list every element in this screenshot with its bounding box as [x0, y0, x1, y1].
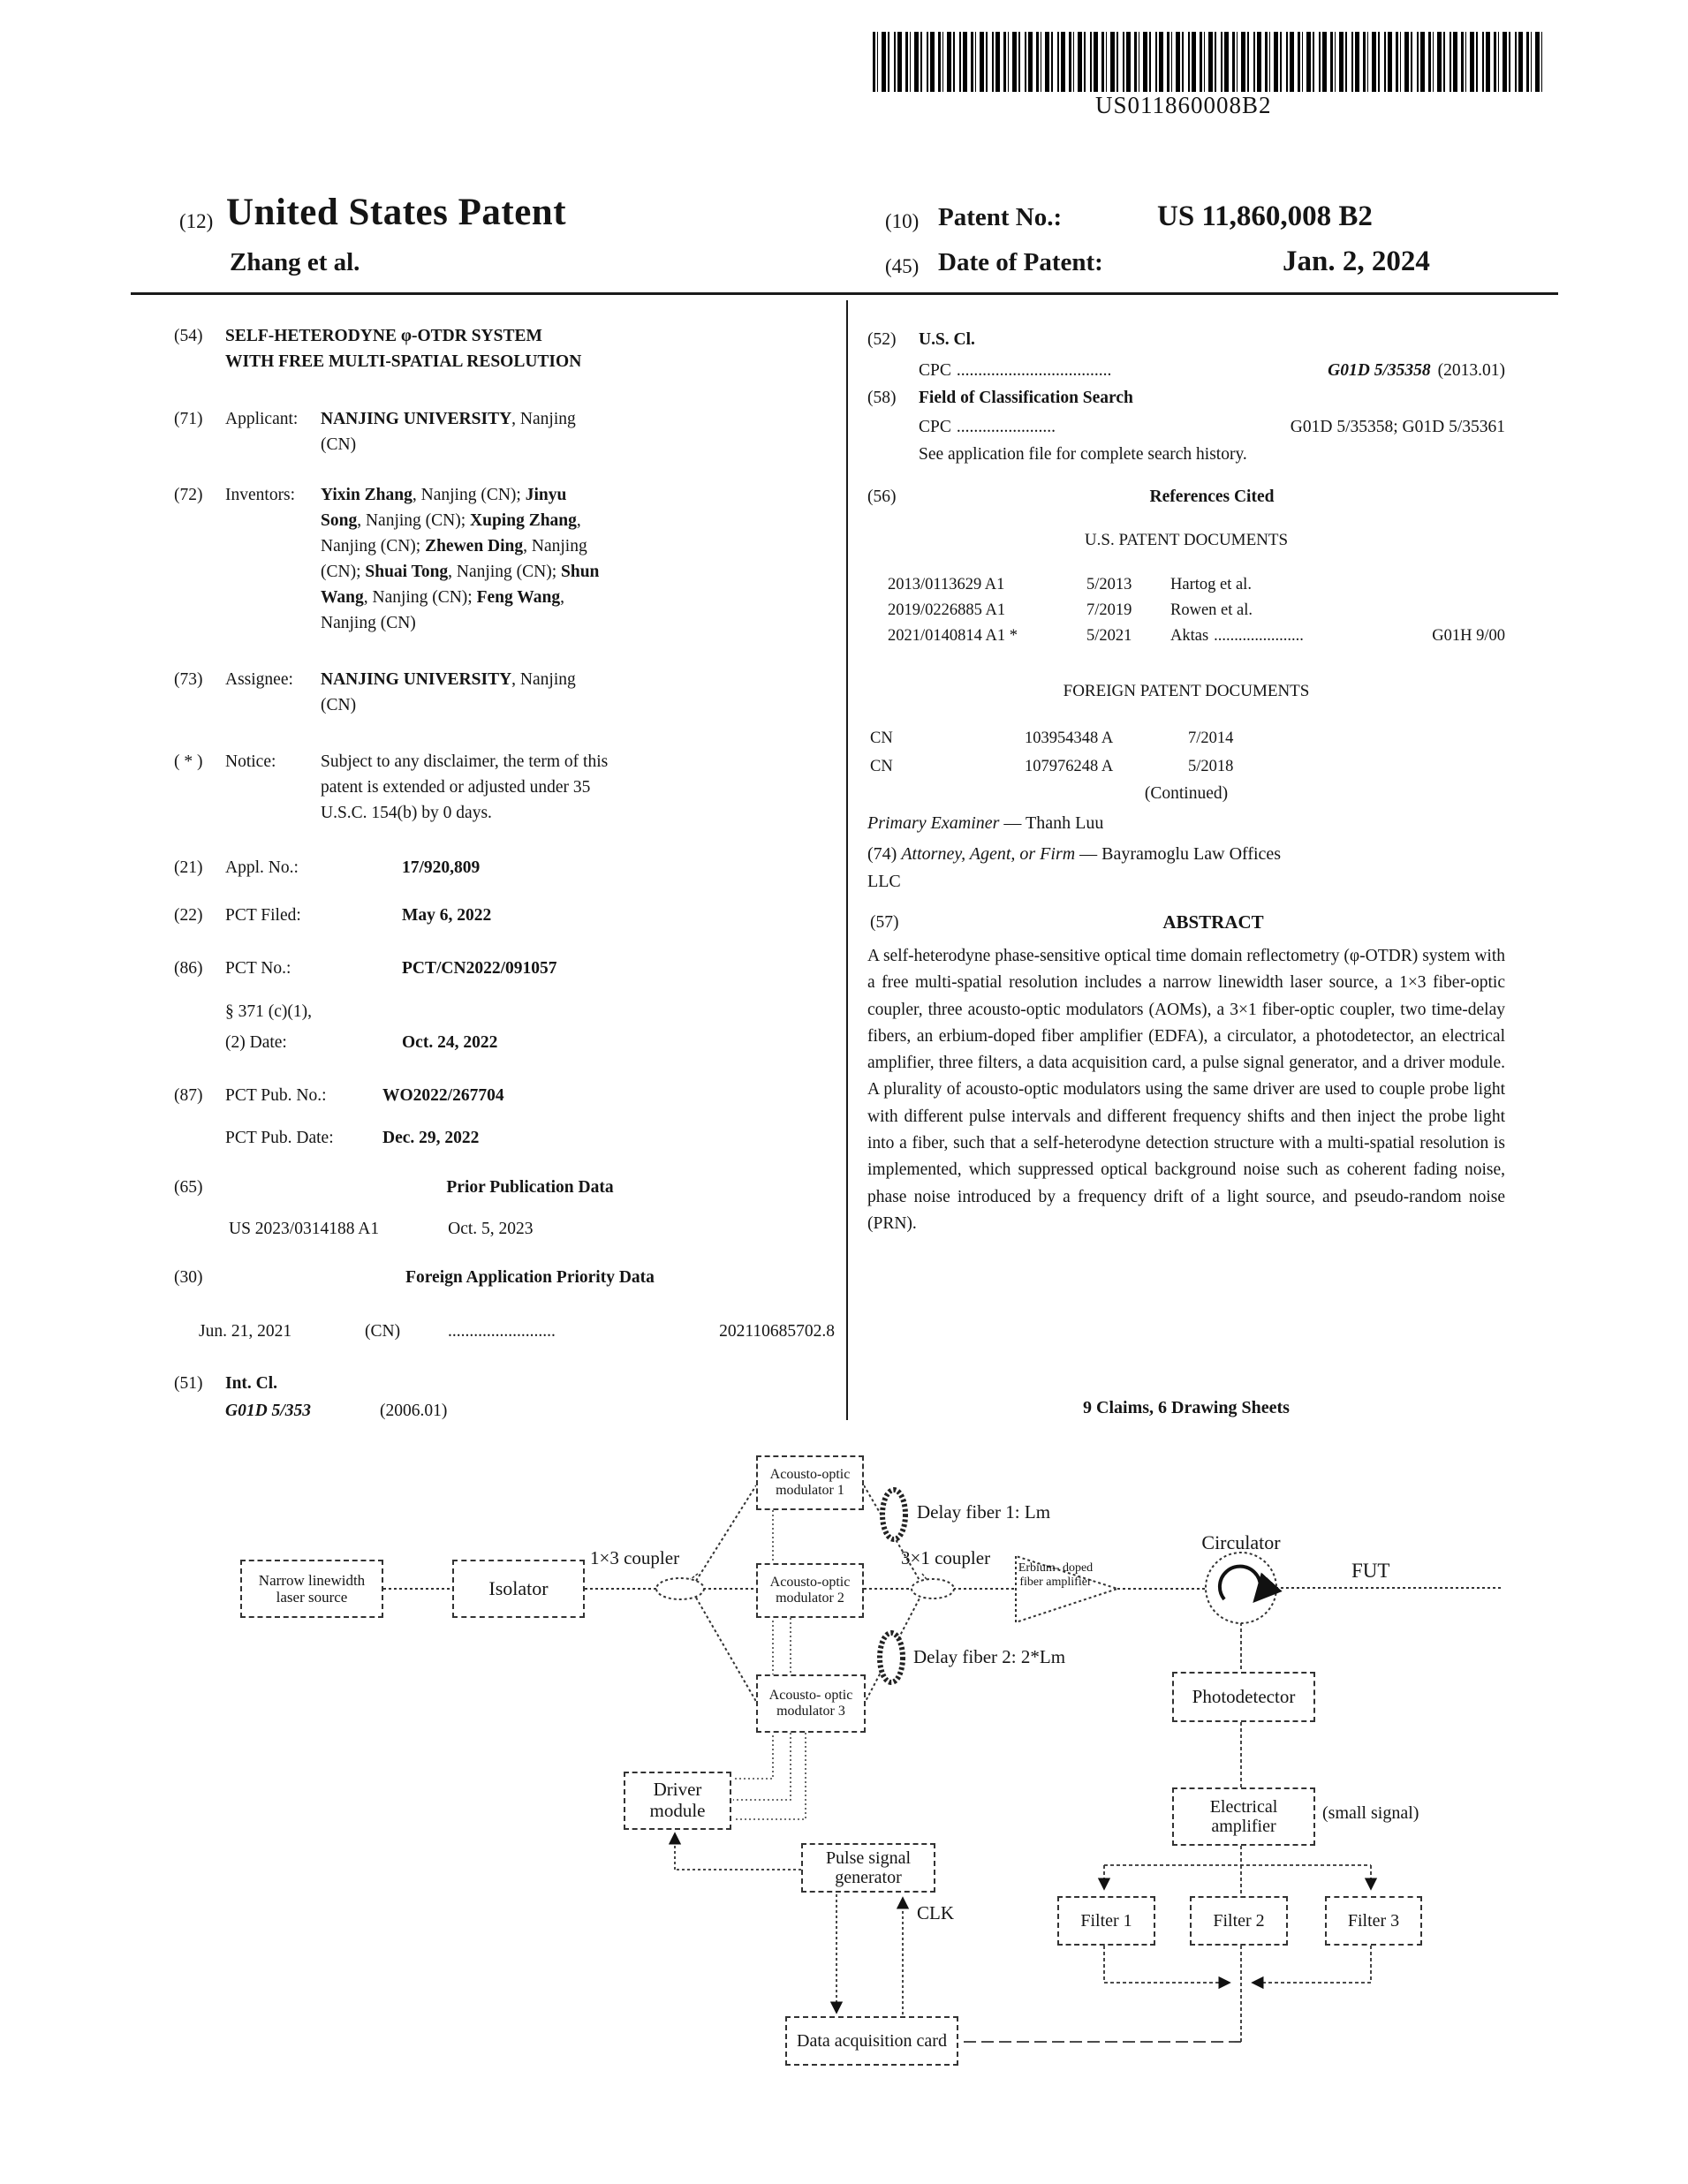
- field-52-us-cl: (52) U.S. Cl. CPC .................................... G01D 5/35358 (2013.01): [867, 327, 1505, 383]
- inventors-line: Wang, Nanjing (CN); Feng Wang,: [321, 588, 564, 607]
- prior-pub-header: Prior Publication Data: [446, 1178, 614, 1197]
- field-51-int-cl: (51) Int. Cl. G01D 5/353 (2006.01): [174, 1371, 835, 1424]
- inventors-line: Nanjing (CN): [321, 614, 416, 632]
- int-cl-version: (2006.01): [380, 1402, 448, 1420]
- barcode-text: US011860008B2: [1095, 92, 1272, 118]
- notice-label: Notice:: [225, 752, 276, 771]
- us-doc-row: 2013/0113629 A1 5/2013 Hartog et al.: [888, 576, 1252, 593]
- date-num: (45): [885, 255, 920, 277]
- appl-no-value: 17/920,809: [402, 858, 481, 877]
- field-58-classification-search: (58) Field of Classification Search CPC ....................... G01D 5/35358; G01D 5/35361 See application file for complete search history.: [867, 385, 1505, 467]
- abstract-header-row: [870, 910, 1505, 935]
- int-cl-header: Int. Cl.: [225, 1374, 278, 1393]
- inventors-line: Song, Nanjing (CN); Xuping Zhang,: [321, 511, 581, 530]
- field-notice: ( * ) Notice: Subject to any disclaimer, the term of this patent is extended or adjusted under 35 U.S.C. 154(b) by 0 days.: [174, 749, 835, 826]
- delay-fiber-1-coil-icon: [882, 1490, 905, 1539]
- assignee-line1: NANJING UNIVERSITY, Nanjing: [321, 670, 576, 689]
- int-cl-class: G01D 5/353: [225, 1402, 311, 1420]
- appl-no-label: Appl. No.:: [225, 858, 299, 877]
- patent-no-value: US 11,860,008 B2: [1157, 200, 1373, 232]
- clk-label: CLK: [917, 1902, 954, 1923]
- field-54-title: [174, 323, 835, 374]
- kind-code-num: (12): [179, 210, 214, 232]
- data-acquisition-card-box: Data acquisition card: [785, 2016, 958, 2066]
- diagram-lines: [0, 1440, 1688, 2184]
- aom2-box: Acousto-optic modulator 2: [756, 1563, 864, 1618]
- pct-pub-no-label: PCT Pub. No.:: [225, 1086, 327, 1105]
- pct-pub-no-value: WO2022/267704: [382, 1086, 504, 1105]
- pulse-signal-generator-box: Pulse signal generator: [801, 1843, 935, 1893]
- field-73-assignee: (73) Assignee: NANJING UNIVERSITY, Nanjing (CN): [174, 667, 835, 718]
- pct-pub-date-value: Dec. 29, 2022: [382, 1129, 480, 1147]
- fut-label: FUT: [1351, 1560, 1390, 1582]
- prior-pub-number: US 2023/0314188 A1: [229, 1220, 380, 1238]
- delay-fiber-1-label: Delay fiber 1: Lm: [917, 1501, 1051, 1523]
- notice-line1: Subject to any disclaimer, the term of this: [321, 752, 609, 771]
- patent-no-num: (10): [885, 210, 920, 232]
- foreign-doc-row: CN 103954348 A 7/2014: [870, 729, 1234, 747]
- cpc-label: CPC: [919, 361, 951, 380]
- filter3-box: Filter 3: [1325, 1896, 1422, 1946]
- date-371-label: (2) Date:: [225, 1033, 287, 1052]
- inventors-label: Inventors:: [225, 486, 296, 504]
- circulator-icon: [1206, 1553, 1276, 1623]
- date-371-value: Oct. 24, 2022: [402, 1033, 498, 1052]
- assignee-line2: (CN): [321, 696, 357, 714]
- claims-line: 9 Claims, 6 Drawing Sheets: [1083, 1398, 1290, 1417]
- search-note: See application file for complete search history.: [919, 445, 1247, 464]
- delay-fiber-2-label: Delay fiber 2: 2*Lm: [913, 1646, 1066, 1667]
- search-cpc-leader: .......................: [956, 418, 1056, 436]
- field-30-foreign-priority: (30) Foreign Application Priority Data Jun. 21, 2021 (CN) ......................... 202110685702.8: [174, 1265, 835, 1344]
- priority-leader: .........................: [448, 1322, 556, 1341]
- invention-title-line2: WITH FREE MULTI-SPATIAL RESOLUTION: [225, 352, 582, 371]
- priority-country: (CN): [365, 1322, 401, 1341]
- foreign-priority-header: Foreign Application Priority Data: [405, 1268, 655, 1287]
- applicant-line1: NANJING UNIVERSITY, Nanjing: [321, 410, 576, 428]
- page-title: United States Patent: [226, 192, 567, 233]
- field-56-references: (56) References Cited: [867, 484, 1505, 510]
- us-doc-row: 2021/0140814 A1 * 5/2021 Aktas ...................... G01H 9/00: [888, 627, 1505, 645]
- inventors-line: Yixin Zhang, Nanjing (CN); Jinyu: [321, 486, 567, 504]
- pct-filed-value: May 6, 2022: [402, 906, 492, 925]
- inventors-line: (CN); Shuai Tong, Nanjing (CN); Shun: [321, 563, 600, 581]
- date-value: Jan. 2, 2024: [1283, 246, 1430, 277]
- pct-pub-date-label: PCT Pub. Date:: [225, 1129, 334, 1147]
- notice-line2: patent is extended or adjusted under 35: [321, 778, 591, 797]
- figure-1-diagram: [0, 1440, 1688, 2184]
- patent-no-label: Patent No.:: [938, 203, 1063, 231]
- applicant-line2: (CN): [321, 435, 357, 454]
- laser-source-box: Narrow linewidth laser source: [240, 1560, 383, 1618]
- priority-number: 202110685702.8: [719, 1322, 835, 1341]
- sect-371-line: § 371 (c)(1),: [225, 1002, 313, 1021]
- field-search-header: Field of Classification Search: [919, 389, 1133, 407]
- us-patent-docs-table: [888, 572, 1505, 649]
- small-signal-label: (small signal): [1322, 1803, 1419, 1823]
- attorney-line: (74) Attorney, Agent, or Firm — Bayramoglu Law Offices LLC: [867, 844, 1282, 891]
- inventor-party: Zhang et al.: [230, 248, 360, 276]
- invention-title-line1: SELF-HETERODYNE φ-OTDR SYSTEM: [225, 327, 542, 345]
- delay-fiber-2-coil-icon: [880, 1633, 903, 1682]
- field-65-prior-pub: (65) Prior Publication Data US 2023/0314188 A1 Oct. 5, 2023: [174, 1175, 835, 1242]
- coupler-1x3-label: 1×3 coupler: [590, 1547, 680, 1568]
- abstract-header: ABSTRACT: [1162, 911, 1264, 933]
- isolator-box: Isolator: [452, 1560, 585, 1618]
- filter2-box: Filter 2: [1190, 1896, 1288, 1946]
- field-54-num: (54): [174, 327, 203, 345]
- priority-date: Jun. 21, 2021: [199, 1322, 292, 1341]
- search-cpc-label: CPC: [919, 418, 951, 436]
- aom3-box: Acousto- optic modulator 3: [756, 1674, 866, 1733]
- us-cl-header: U.S. Cl.: [919, 330, 975, 349]
- filter1-box: Filter 1: [1057, 1896, 1155, 1946]
- primary-examiner-line: Primary Examiner — Thanh Luu: [867, 813, 1104, 833]
- cpc-version: (2013.01): [1437, 361, 1505, 380]
- coupler-3x1-label: 3×1 coupler: [901, 1547, 991, 1568]
- field-87-pct-pub: (87) PCT Pub. No.: WO2022/267704 PCT Pub. Date: Dec. 29, 2022: [174, 1083, 835, 1151]
- photodetector-box: Photodetector: [1172, 1672, 1315, 1722]
- field-72-inventors: (72) Inventors: Yixin Zhang, Nanjing (CN); Jinyu Song, Nanjing (CN); Xuping Zhang, Nanjing (CN); Zhewen Ding, Nanjing (CN); Shuai Tong, Nanjing (CN); Shun Wang, Nanjing (CN); Feng Wang, Nanjing (CN): [174, 482, 835, 636]
- circulator-label: Circulator: [1201, 1531, 1281, 1553]
- foreign-docs-table: [870, 724, 1505, 781]
- applicant-label: Applicant:: [225, 410, 299, 428]
- header-rule: [131, 292, 1558, 295]
- field-71-applicant: (71) Applicant: NANJING UNIVERSITY, Nanjing (CN): [174, 406, 835, 457]
- column-divider: [846, 300, 848, 1420]
- abstract-text: A self-heterodyne phase-sensitive optical time domain reflectometry (φ-OTDR) system with a free multi-spatial resolution includes a narrow linewidth laser source, a 1×3 fiber-optic coupler, three acousto-optic modulators (AOMs), a 3×1 fiber-optic coupler, two time-delay fibers, an erbium-doped fiber amplifier (EDFA), a circulator, a photodetector, an electrical amplifier, three filters, a data acquisition card, a pulse signal generator, and a driver module. A plurality of acousto-optic modulators using the same driver are used to couple probe light with different pulse intervals and different frequency shifts and then inject the probe light into a fiber, such that a self-heterodyne detection structure with a multi-spatial resolution is implemented, which suppressed optical background noise such as coherent fading noise, phase noise introduced by a frequency drift of a light source, and pseudo-random noise (PRN).: [867, 947, 1505, 1233]
- pct-filed-label: PCT Filed:: [225, 906, 301, 925]
- us-doc-row: 2019/0226885 A1 7/2019 Rowen et al.: [888, 601, 1253, 619]
- abstract-num: (57): [870, 913, 899, 932]
- references-header: References Cited: [1149, 487, 1275, 506]
- search-cpc-value: G01D 5/35358; G01D 5/35361: [1290, 418, 1505, 436]
- prior-pub-date: Oct. 5, 2023: [448, 1220, 534, 1238]
- date-label: Date of Patent:: [938, 248, 1103, 276]
- pct-no-label: PCT No.:: [225, 959, 291, 978]
- driver-module-box: Driver module: [624, 1772, 731, 1830]
- notice-line3: U.S.C. 154(b) by 0 days.: [321, 804, 492, 822]
- barcode: [873, 32, 1542, 92]
- foreign-docs-header: FOREIGN PATENT DOCUMENTS: [1063, 682, 1310, 700]
- field-22-pct-filed: (22) PCT Filed: May 6, 2022: [174, 903, 835, 928]
- us-patent-docs-header: U.S. PATENT DOCUMENTS: [1084, 531, 1289, 549]
- aom1-box: Acousto-optic modulator 1: [756, 1455, 864, 1510]
- field-86-pct-no: (86) PCT No.: PCT/CN2022/091057 § 371 (c)(1), (2) Date: Oct. 24, 2022: [174, 956, 835, 1055]
- cpc-class: G01D 5/35358: [1328, 361, 1431, 380]
- pct-no-value: PCT/CN2022/091057: [402, 959, 557, 978]
- coupler-1x3-icon: [656, 1578, 704, 1599]
- electrical-amplifier-box: Electrical amplifier: [1172, 1787, 1315, 1846]
- inventors-line: Nanjing (CN); Zhewen Ding, Nanjing: [321, 537, 587, 555]
- edfa-label: Erbium- doped fiber amplifier: [1018, 1561, 1094, 1590]
- assignee-label: Assignee:: [225, 670, 293, 689]
- coupler-3x1-icon: [912, 1579, 954, 1598]
- continued-note: (Continued): [1144, 784, 1229, 803]
- field-21-appl-no: (21) Appl. No.: 17/920,809: [174, 855, 835, 880]
- foreign-doc-row: CN 107976248 A 5/2018: [870, 758, 1234, 775]
- cpc-leader: ....................................: [956, 361, 1112, 380]
